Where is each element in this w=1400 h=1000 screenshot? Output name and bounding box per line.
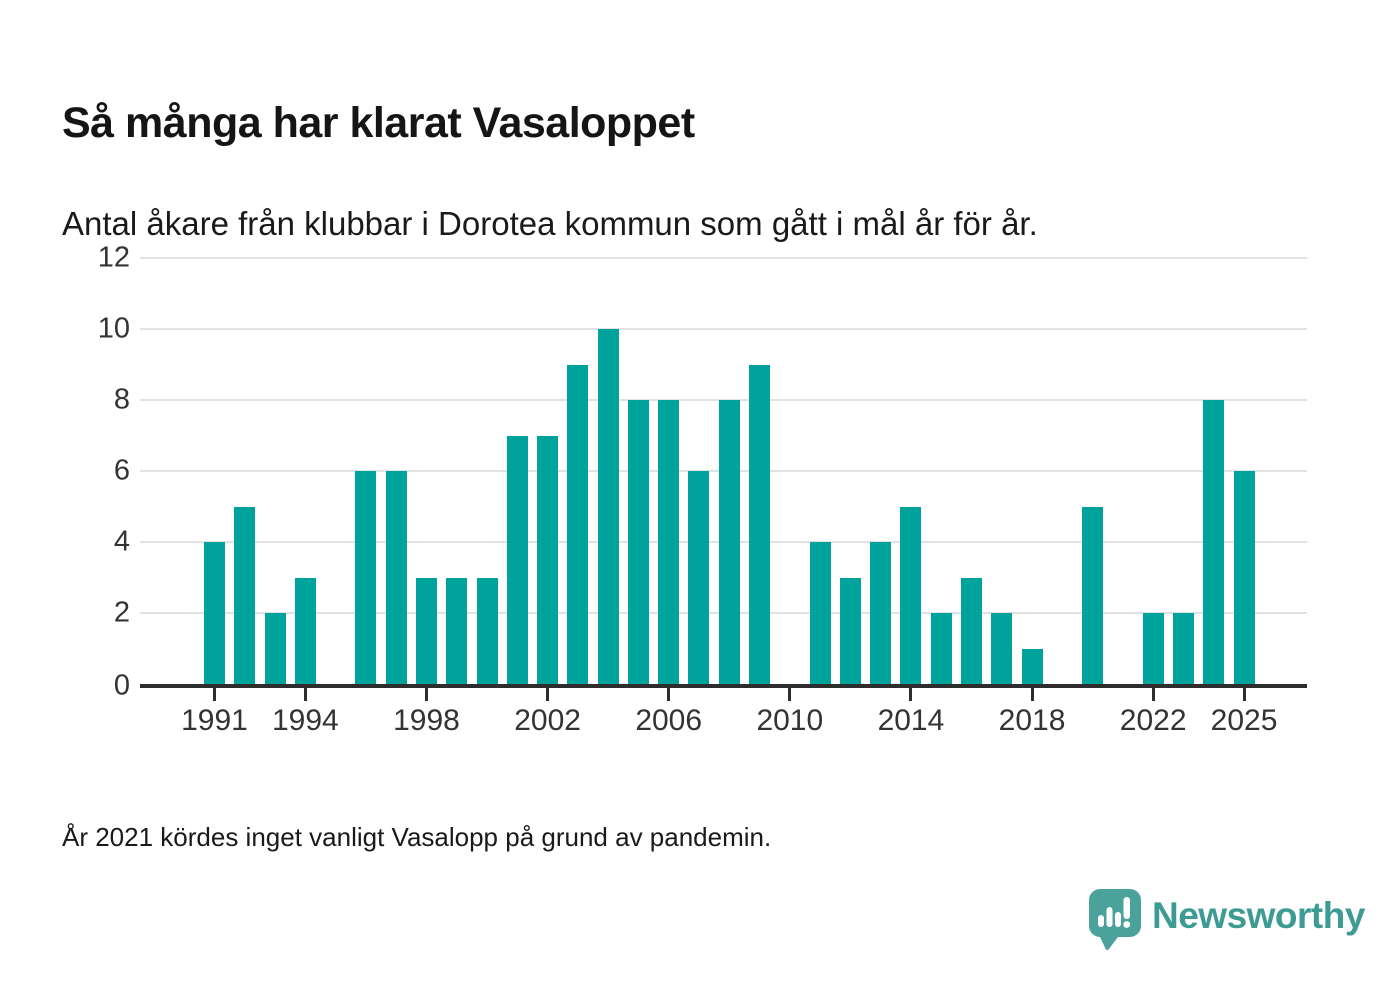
bar-2022 [1143,613,1164,684]
bar-2002 [537,436,558,685]
bar-1997 [386,471,407,684]
bar-2006 [658,400,679,684]
logo-bar-1 [1098,915,1104,927]
bar-2005 [628,400,649,684]
bar-1992 [234,507,255,685]
gridline-y-12 [140,257,1307,259]
bar-2018 [1022,649,1043,685]
bar-2001 [507,436,528,685]
y-axis-label-8: 8 [113,383,130,416]
bar-2025 [1234,471,1255,684]
x-axis-tick-1994 [304,688,307,701]
bar-2012 [840,578,861,685]
x-axis-tick-2025 [1243,688,1246,701]
x-axis-label-1998: 1998 [393,704,460,737]
x-axis-label-2025: 2025 [1210,704,1278,737]
y-axis-label-0: 0 [113,669,130,702]
x-axis-line [140,684,1307,688]
logo-bar-3 [1115,912,1121,927]
x-axis-label-1991: 1991 [181,704,248,737]
x-axis-label-2018: 2018 [998,704,1066,737]
x-axis-tick-2022 [1152,688,1155,701]
bar-1998 [416,578,437,685]
bar-2000 [477,578,498,685]
x-axis-tick-2018 [1031,688,1034,701]
x-axis-label-2022: 2022 [1119,704,1187,737]
bar-2011 [810,542,831,684]
bar-2023 [1173,613,1194,684]
x-axis-tick-1991 [213,688,216,701]
chart-title: Så många har klarat Vasaloppet [62,98,695,147]
x-axis-tick-2002 [546,688,549,701]
x-axis-tick-1998 [425,688,428,701]
bar-2007 [688,471,709,684]
bar-1993 [265,613,286,684]
x-axis-label-2014: 2014 [877,704,945,737]
x-axis-label-2002: 2002 [514,704,581,737]
newsworthy-branding [1088,888,1365,950]
y-axis-label-12: 12 [97,241,130,274]
y-axis-label-4: 4 [113,525,130,558]
bar-2013 [870,542,891,684]
bar-2009 [749,365,770,685]
x-axis-tick-2006 [667,688,670,701]
x-axis-label-2010: 2010 [756,704,824,737]
bar-2020 [1082,507,1103,685]
bar-2017 [991,613,1012,684]
x-axis-tick-2014 [909,688,912,701]
bar-2004 [598,329,619,684]
bar-1999 [446,578,467,685]
y-axis-label-10: 10 [97,312,130,345]
gridline-y-10 [140,328,1307,330]
x-axis-label-2006: 2006 [635,704,703,737]
x-axis-tick-2010 [788,688,791,701]
bar-2014 [900,507,921,685]
bar-2015 [931,613,952,684]
logo-exclamation-bar [1124,897,1131,919]
logo-bar-2 [1107,907,1113,927]
x-axis-label-1994: 1994 [271,704,339,737]
bar-2008 [719,400,740,684]
bar-1996 [355,471,376,684]
newsworthy-logo-icon [1088,888,1142,950]
y-axis-label-2: 2 [113,596,130,629]
logo-exclamation-dot [1123,921,1130,928]
bar-2003 [567,365,588,685]
bar-2016 [961,578,982,685]
y-axis-label-6: 6 [113,454,130,487]
chart-footnote: År 2021 kördes inget vanligt Vasalopp på grund av pandemin. [62,822,772,852]
chart-subtitle: Antal åkare från klubbar i Dorotea kommun som gått i mål år för år. [62,205,1038,242]
bar-1991 [204,542,225,684]
bar-1994 [295,578,316,685]
bar-2024 [1203,400,1224,684]
newsworthy-wordmark: Newsworthy [1152,894,1365,936]
